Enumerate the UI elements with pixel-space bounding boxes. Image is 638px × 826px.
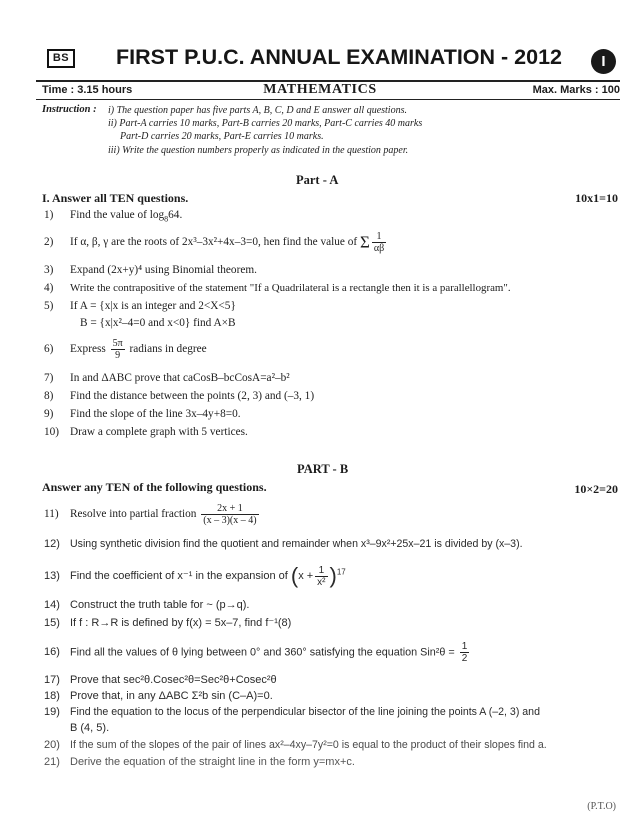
fraction-denominator: x² — [317, 576, 326, 588]
question-text: Find all the values of θ lying between 0° and 360° satisfying the equation Sin²θ = — [70, 646, 455, 659]
question-15 — [44, 616, 291, 629]
question-8 — [44, 390, 314, 402]
question-text: Write the contrapositive of the statement "If a Quadrilateral is a rectangle then it is a parallellogram". — [70, 282, 511, 294]
question-20 — [44, 739, 547, 751]
left-paren: ( — [290, 563, 299, 588]
instruction-line: i) The question paper has five parts A, B, C, D and E answer all questions. — [108, 105, 407, 116]
question-number: 4) — [44, 282, 54, 294]
question-17 — [44, 674, 277, 686]
question-18 — [44, 690, 273, 702]
question-text: Prove that sec²θ.Cosec²θ=Sec²θ+Cosec²θ — [70, 674, 277, 686]
part-b-heading: Answer any TEN of the following questions. — [42, 480, 267, 494]
exam-duration: Time : 3.15 hours — [42, 84, 133, 96]
question-number: 1) — [44, 209, 54, 221]
question-number: 9) — [44, 408, 54, 420]
question-7 — [44, 372, 290, 384]
fraction-numerator: 1 — [461, 641, 468, 652]
fraction — [372, 231, 386, 254]
instruction-label: Instruction : — [42, 104, 97, 115]
question-5 — [44, 300, 236, 312]
fraction-denominator: 2 — [461, 653, 468, 664]
publisher-logo: BS — [47, 49, 75, 68]
question-text: Draw a complete graph with 5 vertices. — [70, 426, 248, 438]
question-text: Expand (2x+y)⁴ using Binomial theorem. — [70, 264, 257, 276]
question-number: 16) — [44, 646, 60, 659]
question-10 — [44, 426, 248, 438]
header-divider-bottom — [36, 99, 620, 100]
question-text: Find the distance between the points (2, 3) and (–3, 1) — [70, 390, 315, 402]
fraction — [315, 565, 327, 588]
question-text: Using synthetic division find the quotient and remainder when x³–9x²+25x–21 is divided by (x–3). — [70, 538, 523, 550]
question-1 — [44, 209, 182, 223]
question-13 — [44, 563, 346, 589]
question-number: 2) — [44, 236, 54, 249]
question-text: Find the value of log — [70, 209, 165, 221]
fraction-numerator: 1 — [372, 231, 386, 243]
subject-title: MATHEMATICS — [263, 82, 377, 97]
question-number: 18) — [44, 690, 60, 702]
question-4 — [44, 282, 511, 294]
question-text: If A = {x|x is an integer and 2<X<5} — [70, 300, 236, 312]
fraction — [201, 503, 258, 526]
question-6 — [44, 338, 207, 361]
question-text: Prove that, in any ΔABC Σ²b sin (C–A)=0. — [70, 690, 273, 702]
fraction-numerator: 2x + 1 — [201, 503, 258, 515]
fraction — [111, 338, 125, 361]
expansion-power: 17 — [336, 567, 346, 577]
fraction-numerator: 1 — [315, 565, 327, 577]
question-text: Derive the equation of the straight line in the form y=mx+c. — [70, 756, 355, 768]
question-number: 3) — [44, 264, 54, 276]
part-a-heading: I. Answer all TEN questions. — [42, 191, 189, 205]
question-11 — [44, 503, 261, 526]
question-number: 8) — [44, 390, 54, 402]
exam-title: FIRST P.U.C. ANNUAL EXAMINATION - 2012 — [116, 45, 562, 69]
please-turn-over: (P.T.O) — [587, 801, 616, 812]
question-number: 17) — [44, 674, 60, 686]
question-text-tail: radians in degree — [129, 343, 207, 356]
question-12 — [44, 538, 523, 550]
part-a-title: Part - A — [296, 173, 339, 187]
question-number: 5) — [44, 300, 54, 312]
question-14 — [44, 599, 249, 611]
fraction-numerator: 5π — [112, 338, 123, 349]
question-19-continuation: B (4, 5). — [70, 722, 110, 734]
summation-symbol: Σ — [359, 232, 370, 252]
question-text: Construct the truth table for ~ (p→q). — [70, 599, 250, 611]
question-text: In and ΔABC prove that caCosB–bcCosA=a²–b² — [70, 372, 290, 384]
question-number: 13) — [44, 569, 60, 582]
fraction-denominator: (x – 3)(x – 4) — [203, 515, 257, 526]
part-b-marks: 10×2=20 — [574, 482, 618, 496]
log-base: 8 — [164, 214, 169, 224]
question-3 — [44, 264, 257, 276]
question-2 — [44, 231, 388, 254]
question-text: Find the slope of the line 3x–4y+8=0. — [70, 408, 241, 420]
question-19 — [44, 706, 540, 718]
question-number: 12) — [44, 538, 60, 550]
instruction-line: Part-D carries 20 marks, Part-E carries 10 marks. — [120, 131, 324, 142]
question-text: If f : R→R is defined by f(x) = 5x–7, find f⁻¹(8) — [70, 617, 292, 629]
question-21 — [44, 756, 355, 768]
question-text: Find the coefficient of x⁻¹ in the expansion of — [70, 569, 288, 582]
question-text: Express — [70, 343, 106, 356]
question-9 — [44, 408, 241, 420]
question-text: If α, β, γ are the roots of 2x³–3x²+4x–3=0, hen find the value of — [70, 236, 358, 249]
fraction — [460, 641, 470, 664]
fraction-denominator: αβ — [373, 243, 385, 254]
part-b-title: PART - B — [297, 462, 349, 476]
right-paren: ) — [329, 563, 337, 588]
question-number: 19) — [44, 706, 60, 718]
question-number: 21) — [44, 756, 60, 768]
question-text: Resolve into partial fraction — [70, 508, 197, 521]
question-number: 20) — [44, 739, 60, 751]
question-number: 15) — [44, 617, 60, 629]
expression-inner: x + — [298, 569, 314, 582]
question-text-tail: 64. — [168, 209, 183, 221]
question-text: If the sum of the slopes of the pair of lines ax²–4xy–7y²=0 is equal to the product of their slopes find a. — [70, 739, 547, 751]
question-text: Find the equation to the locus of the perpendicular bisector of the line joining the points A (–2, 3) and — [70, 706, 540, 718]
instruction-line: ii) Part-A carries 10 marks, Part-B carries 20 marks, Part-C carries 40 marks — [108, 118, 423, 129]
question-number: 14) — [44, 599, 60, 611]
question-5-continuation: B = {x|x²–4=0 and x<0} find A×B — [80, 317, 236, 329]
max-marks: Max. Marks : 100 — [532, 84, 620, 96]
question-number: 10) — [44, 426, 60, 438]
question-number: 6) — [44, 343, 54, 356]
part-a-marks: 10x1=10 — [575, 191, 618, 205]
instruction-line: iii) Write the question numbers properly as indicated in the question paper. — [108, 145, 409, 156]
question-number: 11) — [44, 508, 59, 521]
question-16 — [44, 641, 471, 664]
fraction-denominator: 9 — [115, 350, 121, 361]
paper-code-badge: I — [591, 49, 616, 74]
question-number: 7) — [44, 372, 54, 384]
